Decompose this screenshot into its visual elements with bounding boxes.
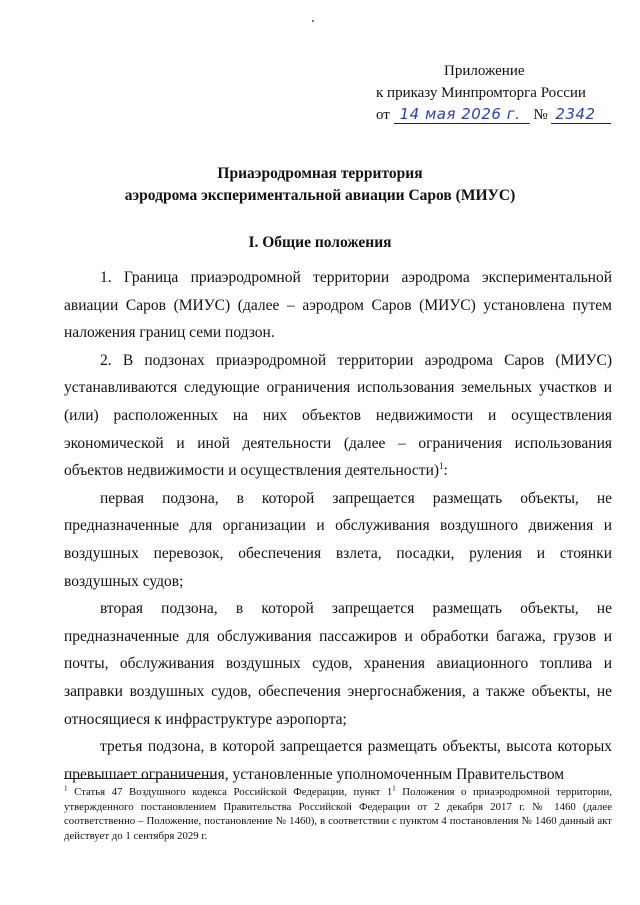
date-field: [394, 106, 530, 124]
paragraph-zone-2: вторая подзона, в которой запрещается размещать объекты, не предназначенные для обслуживания пассажиров и обработки багажа, грузов и почты, обслуживания воздушных судов, хранения авиационного топлива и заправки воздушных судов, обеспечения энергоснабжения, а также объекты, не относящиеся к инфраструктуре аэропорта;: [64, 600, 612, 728]
document-title: [0, 163, 640, 207]
footnote: [64, 785, 612, 843]
title-line-1: Приаэродромная территория: [217, 165, 423, 182]
footnote-ref[interactable]: 1: [439, 461, 444, 471]
number-prefix: №: [533, 107, 548, 123]
footnote-text-a: Статья 47 Воздушного кодекса Российской Федерации, пункт 1: [74, 786, 393, 798]
handwritten-number: 2342: [555, 105, 596, 123]
paragraph-2-text: 2. В подзонах приаэродромной территории аэродрома Саров (МИУС) устанавливаются следующие ограничения использования земельных участков и (или) расположенных на них объектов недвижимости и осуществления экономической и иной деятельности (далее – ограничения использования объектов недвижимости и осуществления деятельности): [64, 351, 612, 480]
date-prefix: от: [376, 107, 390, 123]
footnote-mark: 1: [64, 784, 68, 793]
order-reference: к приказу Минпромторга России: [376, 85, 586, 101]
footnote-text-sup: 1: [392, 784, 396, 793]
paragraph-zone-1: первая подзона, в которой запрещается размещать объекты, не предназначенные для организации и обслуживания воздушного движения и воздушных перевозок, обеспечения взлета, посадки, руления и стоянки воздушных судов;: [64, 489, 612, 590]
paragraph-1: 1. Граница приаэродромной территории аэродрома экспериментальной авиации Саров (МИУС) (далее – аэродром Саров (МИУС) установлена путем наложения границ семи подзон.: [64, 269, 612, 342]
title-line-2: аэродрома экспериментальной авиации Саров (МИУС): [124, 187, 516, 204]
paragraph-2: [64, 347, 612, 485]
number-field: [551, 106, 611, 124]
paragraph-2-end: :: [443, 462, 448, 480]
appendix-label: Приложение: [444, 63, 525, 79]
handwritten-date: 14 мая 2026 г.: [399, 105, 521, 123]
appendix-header: [376, 60, 611, 126]
footnote-text-b: Положения о приаэродромной территории, утвержденного постановлением Правительства Российской Федерации от 2 декабря 2017 г. № 1460 (далее соответственно – Положение, постановление № 1460), в соответствии с пунктом 4 постановления № 1460 данный акт действует до 1 сентября 2029 г.: [64, 786, 612, 842]
section-heading: I. Общие положения: [248, 234, 392, 251]
document-body: [64, 264, 612, 788]
order-date-line: [376, 104, 611, 126]
scan-speck: [312, 20, 314, 22]
footnote-separator: [64, 778, 216, 779]
paragraph-zone-3: третья подзона, в которой запрещается размещать объекты, высота которых превышает ограничения, установленные уполномоченным Правительством: [64, 738, 612, 783]
